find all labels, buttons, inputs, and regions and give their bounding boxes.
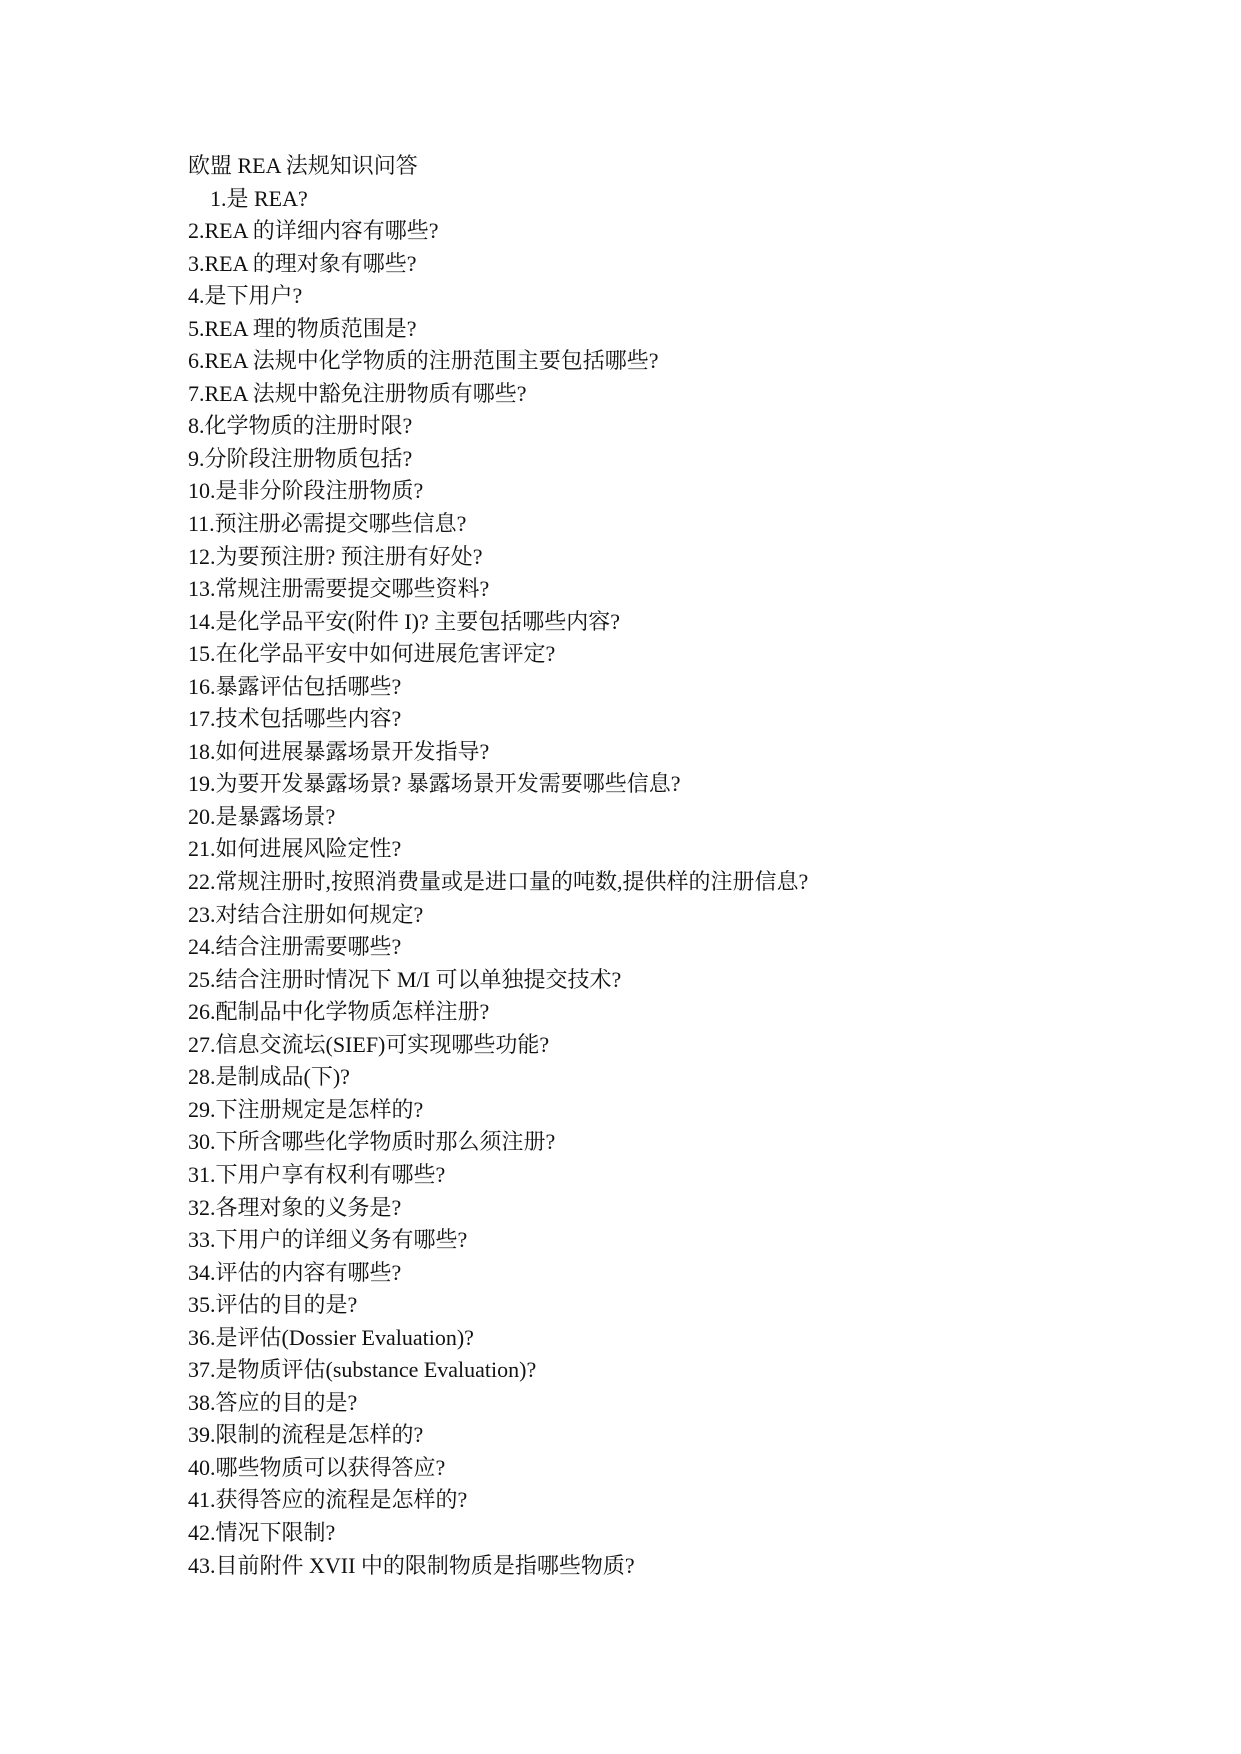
question-item: 29.下注册规定是怎样的? bbox=[188, 1096, 424, 1122]
question-item: 15.在化学品平安中如何进展危害评定? bbox=[188, 641, 556, 667]
question-item: 28.是制成品(下)? bbox=[188, 1064, 350, 1090]
question-item: 37.是物质评估(substance Evaluation)? bbox=[188, 1357, 537, 1383]
question-item: 16.暴露评估包括哪些? bbox=[188, 673, 402, 699]
question-item: 1.是 REA? bbox=[210, 185, 308, 211]
question-item: 22.常规注册时,按照消费量或是进口量的吨数,提供样的注册信息? bbox=[188, 869, 809, 895]
question-item: 6.REA 法规中化学物质的注册范围主要包括哪些? bbox=[188, 348, 659, 374]
question-item: 26.配制品中化学物质怎样注册? bbox=[188, 999, 490, 1025]
question-item: 32.各理对象的义务是? bbox=[188, 1194, 402, 1220]
question-item: 39.限制的流程是怎样的? bbox=[188, 1422, 424, 1448]
question-item: 3.REA 的理对象有哪些? bbox=[188, 250, 417, 276]
document-body bbox=[188, 150, 1168, 1582]
question-item: 36.是评估(Dossier Evaluation)? bbox=[188, 1324, 474, 1350]
question-item: 4.是下用户? bbox=[188, 283, 303, 309]
question-item: 7.REA 法规中豁免注册物质有哪些? bbox=[188, 380, 527, 406]
question-item: 35.评估的目的是? bbox=[188, 1292, 358, 1318]
question-item: 34.评估的内容有哪些? bbox=[188, 1259, 402, 1285]
question-item: 19.为要开发暴露场景? 暴露场景开发需要哪些信息? bbox=[188, 771, 681, 797]
question-item: 41.获得答应的流程是怎样的? bbox=[188, 1487, 468, 1513]
question-item: 31.下用户享有权利有哪些? bbox=[188, 1161, 446, 1187]
question-item: 9.分阶段注册物质包括? bbox=[188, 445, 413, 471]
question-item: 12.为要预注册? 预注册有好处? bbox=[188, 543, 483, 569]
question-item: 17.技术包括哪些内容? bbox=[188, 706, 402, 732]
question-item: 8.化学物质的注册时限? bbox=[188, 413, 413, 439]
question-item: 13.常规注册需要提交哪些资料? bbox=[188, 576, 490, 602]
question-item: 27.信息交流坛(SIEF)可实现哪些功能? bbox=[188, 1031, 550, 1057]
question-item: 10.是非分阶段注册物质? bbox=[188, 478, 424, 504]
question-item: 2.REA 的详细内容有哪些? bbox=[188, 218, 439, 244]
question-item: 23.对结合注册如何规定? bbox=[188, 901, 424, 927]
question-item: 20.是暴露场景? bbox=[188, 803, 336, 829]
question-item: 18.如何进展暴露场景开发指导? bbox=[188, 738, 490, 764]
question-item: 43.目前附件 XVII 中的限制物质是指哪些物质? bbox=[188, 1552, 635, 1578]
question-item: 38.答应的目的是? bbox=[188, 1389, 358, 1415]
question-item: 24.结合注册需要哪些? bbox=[188, 934, 402, 960]
question-item: 42.情况下限制? bbox=[188, 1519, 336, 1545]
question-item: 33.下用户的详细义务有哪些? bbox=[188, 1227, 468, 1253]
document-title: 欧盟 REA 法规知识问答 bbox=[188, 153, 418, 178]
question-item: 40.哪些物质可以获得答应? bbox=[188, 1454, 446, 1480]
question-item: 11.预注册必需提交哪些信息? bbox=[188, 511, 467, 537]
question-item: 25.结合注册时情况下 M/I 可以单独提交技术? bbox=[188, 966, 622, 992]
question-item: 21.如何进展风险定性? bbox=[188, 836, 402, 862]
question-item: 14.是化学品平安(附件 I)? 主要包括哪些内容? bbox=[188, 608, 621, 634]
question-item: 5.REA 理的物质范围是? bbox=[188, 315, 417, 341]
question-item: 30.下所含哪些化学物质时那么须注册? bbox=[188, 1129, 556, 1155]
